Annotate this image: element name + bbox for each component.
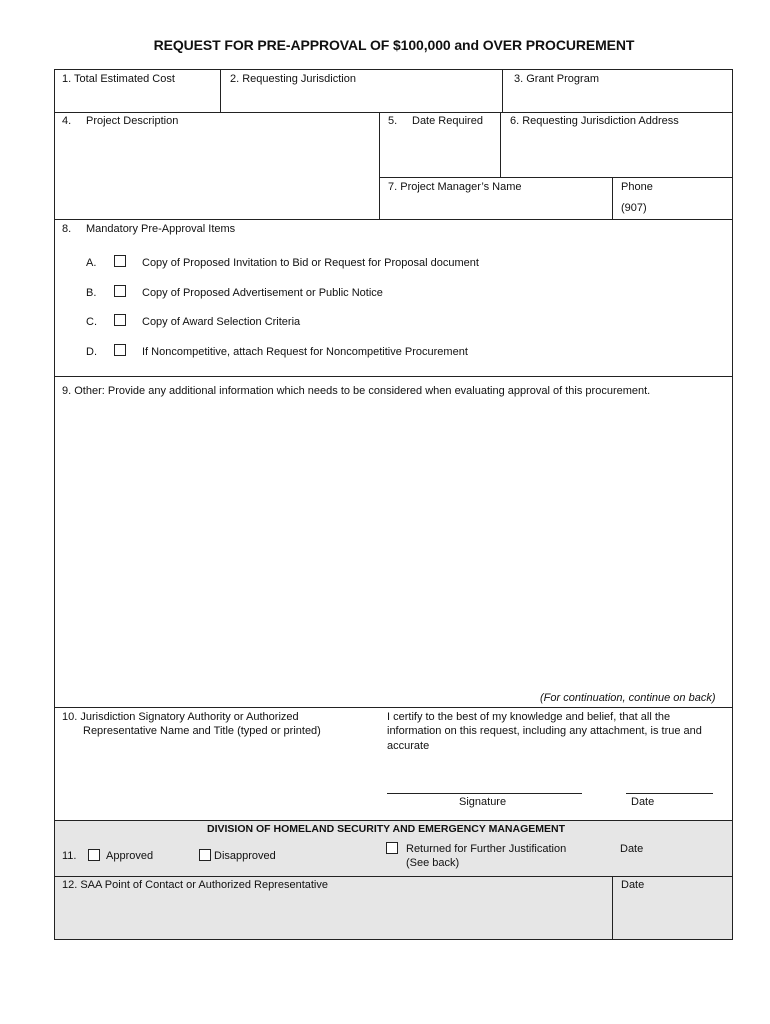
item-c-checkbox[interactable] <box>114 314 126 326</box>
decision-date-label[interactable]: Date <box>620 843 644 855</box>
total-estimated-cost-field[interactable]: 1. Total Estimated Cost <box>62 73 175 85</box>
col-divider-4-5 <box>379 112 380 219</box>
other-information-field[interactable]: 9. Other: Provide any additional information which needs to be considered when evaluating approval of this procurement. <box>62 385 651 397</box>
approved-checkbox[interactable] <box>88 849 100 861</box>
mandatory-items-heading: Mandatory Pre-Approval Items <box>86 223 236 235</box>
grant-program-field[interactable]: 3. Grant Program <box>514 73 599 85</box>
col-divider-1-2 <box>220 69 221 112</box>
disapproved-checkbox[interactable] <box>199 849 211 861</box>
item-a-text: Copy of Proposed Invitation to Bid or Request for Proposal document <box>142 257 479 269</box>
item-d-checkbox[interactable] <box>114 344 126 356</box>
phone-field[interactable]: (907) <box>621 202 647 214</box>
signatory-label-line2: Representative Name and Title (typed or printed) <box>83 725 321 737</box>
signature-line[interactable] <box>387 793 582 794</box>
item-b-checkbox[interactable] <box>114 285 126 297</box>
requesting-jurisdiction-field[interactable]: 2. Requesting Jurisdiction <box>230 73 356 85</box>
date-required-field[interactable]: Date Required <box>412 115 483 127</box>
item-a-checkbox[interactable] <box>114 255 126 267</box>
division-heading: DIVISION OF HOMELAND SECURITY AND EMERGENCY MANAGEMENT <box>207 823 565 835</box>
certify-line2: information on this request, including any attachment, is true and <box>387 725 702 737</box>
col-divider-12-date <box>612 876 613 940</box>
row-divider-1 <box>54 112 733 113</box>
col-divider-7-phone <box>612 177 613 219</box>
item-b-text: Copy of Proposed Advertisement or Public Notice <box>142 287 383 299</box>
jurisdiction-address-field[interactable]: 6. Requesting Jurisdiction Address <box>510 115 679 127</box>
date-required-number: 5. <box>388 115 398 127</box>
signature-date-label: Date <box>631 796 655 808</box>
certify-line1: I certify to the best of my knowledge and belief, that all the <box>387 711 671 723</box>
item-d-text: If Noncompetitive, attach Request for Noncompetitive Procurement <box>142 346 468 358</box>
item-c-text: Copy of Award Selection Criteria <box>142 316 301 328</box>
phone-label: Phone <box>621 181 653 193</box>
signatory-label-line1: 10. Jurisdiction Signatory Authority or Authorized <box>62 711 299 723</box>
row-divider-7 <box>379 177 733 178</box>
row-divider-8 <box>54 219 733 220</box>
returned-checkbox[interactable] <box>386 842 398 854</box>
project-manager-name-field[interactable]: 7. Project Manager’s Name <box>388 181 522 193</box>
item-d-letter: D. <box>86 346 97 358</box>
returned-label-line1: Returned for Further Justification <box>406 843 567 855</box>
saa-contact-field[interactable]: 12. SAA Point of Contact or Authorized Representative <box>62 879 328 891</box>
col-divider-2-3 <box>502 69 503 112</box>
returned-label-line2: (See back) <box>406 857 460 869</box>
row-divider-10 <box>54 707 733 708</box>
form-title: REQUEST FOR PRE-APPROVAL OF $100,000 and OVER PROCUREMENT <box>153 37 635 53</box>
project-description-field[interactable]: Project Description <box>86 115 179 127</box>
form-frame <box>54 69 733 940</box>
decision-number: 11. <box>62 850 77 862</box>
item-b-letter: B. <box>86 287 97 299</box>
item-c-letter: C. <box>86 316 97 328</box>
project-description-number: 4. <box>62 115 72 127</box>
col-divider-5-6 <box>500 112 501 177</box>
continuation-note: (For continuation, continue on back) <box>540 692 716 704</box>
row-divider-12 <box>54 876 733 877</box>
approved-label: Approved <box>106 850 154 862</box>
signature-date-line[interactable] <box>626 793 713 794</box>
saa-date-field[interactable]: Date <box>621 879 645 891</box>
item-a-letter: A. <box>86 257 97 269</box>
row-divider-9 <box>54 376 733 377</box>
signature-label: Signature <box>459 796 507 808</box>
certify-line3: accurate <box>387 740 430 752</box>
row-divider-agency <box>54 820 733 821</box>
disapproved-label: Disapproved <box>214 850 276 862</box>
mandatory-items-number: 8. <box>62 223 72 235</box>
